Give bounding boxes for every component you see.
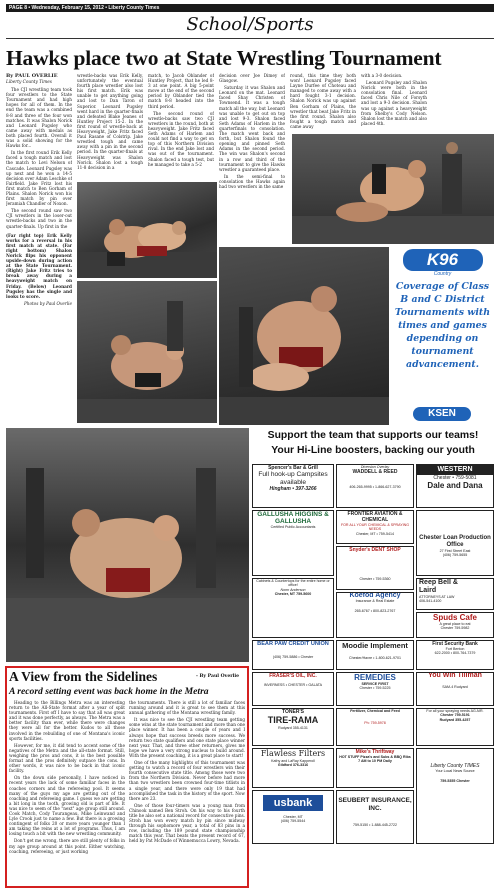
ad-chester-loan: Chester Loan Production Office 27 First Street East (406) 759-5655	[416, 510, 494, 576]
k96-logo: K96	[403, 249, 483, 271]
ksen-logo: KSEN	[413, 407, 471, 421]
story-column-2: wrestle-backs was Erik Kelly, unfortunately the eventual fourth place wrestler also lost his first match. Erik was unable to get anything going and lost to Dan Taron of Superior. Leonard Pugsley went hard in the quarter-finals and defeated Blake Jeanes of Huntley Project 15-2. In the first round of wrestle-back at Heavyweight, Jake Fritz faced Paul Rasane of Colstrip. Jake wrestled tough and came away with a pin in the second period. In the quarter-finals at Heavyweight was Shalon Norick. Shalon lost a tough 11-8 decision in a	[77, 73, 143, 170]
ad-frasers: FRASER'S OIL, INC. INVERNESS • CHESTER • GALATA	[252, 672, 334, 706]
ad-reep: Reep Bell & Laird ATTORNEYS AT LAW 406-541-4100	[416, 578, 494, 610]
byline-sub: Liberty County Times	[6, 79, 52, 84]
story-paragraph: The second round saw two CJI wrestlers in the loser-out wrestle-backs and two in the quarter-finals. Up first in the	[6, 208, 72, 229]
support-line-2: Your Hi-Line boosters, backing our youth	[271, 445, 475, 456]
wrestling-photo-pugsley	[77, 281, 217, 423]
ad-lct: Liberty County TIMES Your Local News Source 759-5355 Chester	[416, 748, 494, 844]
ad-frontier: FRONTIER AVIATION & CHEMICAL FOR ALL YOUR CHEMICAL & SPRAYING NEEDS Chester, MT • 759-5414	[336, 510, 414, 544]
support-banner	[252, 428, 494, 462]
wrestling-photo-kelly	[77, 182, 217, 278]
ad-toners: TONER'S TIRE-RAMA Rudyard 355-4131	[252, 708, 334, 746]
byline: By PAUL OVERLIE	[6, 73, 58, 79]
ad-usbank: usbank Chester, MT (406) 759-5544	[252, 790, 334, 844]
story-paragraph: In the first round Erik Kelly faced a tough match and lost the match to Levi Nelson of Cascade. Leonard Pugsley was up next and he won a 14-5 decision over Adam Leschke of Fairfield. Jake Fritz lost his first match to Ben Gorham of Plains. Shalon Norick won his first match by pin over Jeramiah Chandler of Noxon.	[6, 150, 72, 207]
main-headline: Hawks place two at State Wrestling Tournament	[6, 46, 442, 70]
k96-sub: Country	[433, 271, 452, 277]
sidelines-title: A View from the Sidelines	[9, 669, 158, 684]
ad-bearpaw: BEAR PAW CREDIT UNION (406) 759-5886 • Chester	[252, 640, 334, 670]
wrestling-photo-fritz-heavyweight	[219, 247, 389, 425]
ad-seubert: SEUBERT INSURANCE, INC. 759-5150 • 1-888-445-2722	[336, 790, 414, 844]
sidelines-deck: A record setting event was back home in the Metra	[9, 686, 209, 697]
section-rule	[6, 38, 494, 39]
ad-spencers: Spencer's Bar & Grill Full hook-up Campsites available Hingham • 397-3266	[252, 464, 334, 508]
photo-credit: Photos by Paul Overlie	[23, 300, 72, 306]
story-paragraph: The CJI wrestling team took four wrestlers to the State Tournament and had high hopes for all of them. In the end the team was a combined 8-8 and three of the four won matches. It was Shalon Norick and Leonard Pugsley who came away with medals as both placed fourth. Overall it was a solid showing for the Hawks for...	[6, 87, 72, 149]
ad-koefod: Koefod Agency Insurance & Real Estate 265-6767 • 800-823-2767	[336, 592, 414, 638]
ad-chs: Fertilizer, Chemical and Feed Ph: 759-5978	[336, 708, 414, 746]
k96-radio-ad	[391, 247, 494, 425]
ad-spuds: Spuds Cafe A great place to eat Chester 759-5982	[416, 612, 494, 638]
section-title: School/Sports	[186, 14, 314, 35]
photo-caption: (Far right top) Erik Kelly works for a reversal in his first match at state. (Far right bottom) Shalon Norick flips his opponent upside-down during action at the State Tournament. (Right) Jake Fritz tries to break away during a heavyweight match on Friday. (Below) Leonard Pugsley has the single and looks to score.	[6, 232, 72, 299]
ad-agair: For all your spraying needs AG AIR. Chester 759-5191 Rudyard 355-4257	[416, 708, 494, 746]
story-column-6: with a 3-0 decision. Leonard Pugsley and Shalon Norick were both in the consolation final. Leonard faced Chris Nile of Forsyth and lost a 9-3 decision. Shalon was up against a heavyweight from Shelby's Cody Nelson. Shalon lost the match and also placed 4th.	[361, 73, 427, 126]
ad-moodie: Moodie Implement Chester/Havre • 1-800-621-9701	[336, 640, 414, 670]
k96-text: Coverage of Class B and C District Tournaments with times and games depending on tournament advancement.	[394, 281, 491, 370]
ad-firstsec: First Security Bank Fort Benton 622-2000 • 800-764-7379	[416, 640, 494, 670]
ad-snyders: Snyder's DENT SHOP Chester • 759-5360	[336, 546, 414, 590]
wrestling-photo-crowd	[6, 428, 249, 662]
ad-western: WESTERN Chester • 759-5081 Dale and Dana	[416, 464, 494, 508]
ad-tillman: You Win Tillman SAM-4 Rudyard	[416, 672, 494, 706]
folio-line: PAGE 8 • Wednesday, February 15, 2012 • Liberty County Times	[6, 4, 494, 12]
ad-mikes: Mike's Thriftway HOT STUFF Pizza's and Subs & BBQ Ribs 7 AM to 10 PM Daily	[336, 748, 414, 788]
ad-diversion: Diversion Overlay WADDELL & REED 406-265-9995 • 1-866-627-3790	[336, 464, 414, 508]
ad-gallusha: GALLUSHA HIGGINS & GALLUSHA Certified Public Accountants	[252, 510, 334, 576]
sidelines-column-2: the tournaments. There is still a lot of familiar faces running around and it is great to see them at this annual gathering of the Montana wrestling family. It was nice to see the CJI wrestling team getting some wins at the state tournament and more than one place winner. It has been a couple of years and I always hope that success breeds more success. We return two state qualifiers and one state place winner next year. That, and three other returners, gives me hope we have a very strong nucleus to build around. With the present coaching, it is a great place to start! One of the many highlights of this tournament was getting to watch a record of four wrestlers win their fourth consecutive state title. Among those were two from the Northern Division. Never before had more than two wrestlers been crowned four-time titlists in a single year, and there were only 19 that had accomplished the task in the history of the sport. Now there are 23. One of those four-timers was a young man from Chinook named Ben Stroh. On his way to his fourth title he also set a national record for consecutive pins. Stroh has won every match by pin since midway through his sophomore year, a total of 83 pins in a row, including the 189 pound state championship match this year. That beats the present record of 67, held by Pat McDade of Winnemucca Lowry, Nevada.	[129, 700, 245, 844]
ad-remedies: REMEDIES SERVICE FIRST Chester • 759-5225	[336, 672, 414, 706]
support-line-1: Support the team that supports our teams!	[267, 430, 479, 441]
story-column-4: decision over Joe Dimey of Glasgow. Saturday it was Shalon and Leonard on the mat. Leonard faced Shay Christen of Townsend. It was a tough match all the way, but Leonard was unable to get out on top and lost 9-3. Shalon faced Seth Adams of Harlem in the quarterfinals to consolation. The match went back and forth, but Shalon found the opening and pinned Seth Adams in the second period. The win was Shalon's second in a row and third of the tournament to give the Hawks wrestler a guaranteed place. In the semi-final to consolation the Hawks again had two wrestlers in the same	[219, 73, 285, 189]
wrestling-photo-norick	[292, 134, 494, 244]
story-column-1	[6, 73, 72, 383]
sidelines-column-1: Heading to the Billings Metra was an interesting return to the All-State format after a year of split tournaments. First off I have to say that all was great and it was done perfectly, as always. The Metra was a better facility than ever, while there were changes they were all for the better. Kudos to all those involved in the rebuilding of one of Montana's iconic sports facilities. However, for me, it did tend to accent some of the negatives of the Metra and the all-state format. Still, weighing the pros and cons, it is the best possible format and the pros definitely outpace the cons. In other words, it was nice to be back in that iconic facility. On the down side personally, I have noticed in recent years the lack of some familiar faces in the coaches corners and the refereeing pool. It seems many of the guys my age are getting out of the coaching and refereeing game. I guess we are getting a bit long in the tooth, growing old is part of life. It was nice to seem of the "next" age group still around. Cook Match, Cody Tourangeau, Mike Leinwand and Lyle Crook just to name a few. But there is a growing contingent of folks 20 or more years younger than I am taking the reins at a lot of programs. Thus, I am losing touch a bit with the new wrestling community. Don't get me wrong, there are still plenty of folks in my age group around at this point. Either watching, coaching, refereeing, or just working	[9, 700, 125, 854]
ad-cabinets: Cabinets & Countertops for the entire home or office! Norm Anderson Chester, MT 759-5600	[252, 578, 334, 638]
ad-flawless: Flawless Filters Kathy and LaRay Kapperoll Gildford 376-3316	[252, 748, 334, 788]
story-column-3: match, to Jacob Oblander of Huntley Project, that he led 8-3 at one point. A big 5-point move at the end of the second period by Oblander tied the match 8-8 headed into the third period. The second round of wrestle-backs saw two CJI wrestlers in the round, both at heavyweight. Jake Fritz faced Seth Adams of Harlem and could not find a way to get on top of this Northern Division rival. In the end Jake lost and was out of the tournament. Shalon faced a tough test, but he managed to take a 5-2	[148, 73, 214, 167]
sidelines-author: - By Paul Overlie	[196, 674, 240, 679]
story-column-5: round, this time they both won! Leonard Pugsley faced Layne Durfee of Choteau and managed to come away with a hard fought 3-1 decision. Shalon Norick was up against Ben Gorham of Plains, the wrestler that beat Jake Fritz in the first round. Shalon also fought a tough match and came away	[290, 73, 356, 129]
